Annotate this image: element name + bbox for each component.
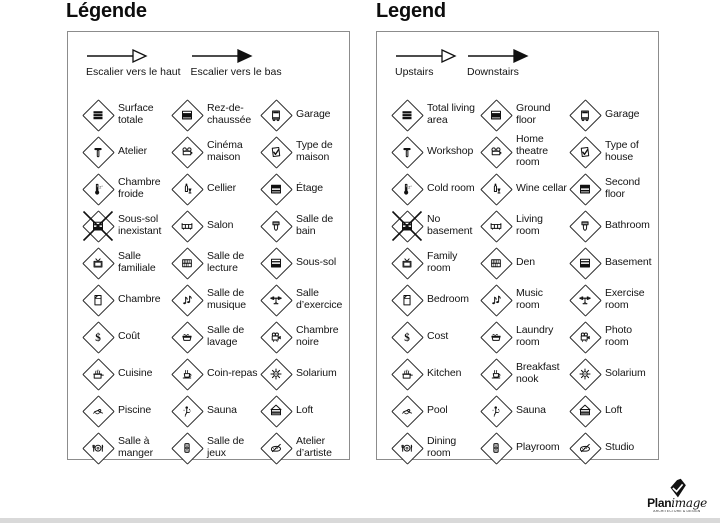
- legend-item: [569, 210, 658, 242]
- legend-row: [82, 281, 349, 318]
- barbell-icon: [569, 284, 601, 316]
- cooking-pot-icon: [391, 358, 423, 390]
- svg-text:2°: 2°: [99, 184, 103, 189]
- garage-icon: [260, 99, 292, 131]
- legend-item: [569, 136, 658, 168]
- legend-item: [82, 173, 171, 205]
- planimage-logo-tagline: ARCHITECTURE & DESIGN: [653, 510, 701, 514]
- legend-row: [82, 207, 349, 244]
- legend-item: [569, 99, 658, 131]
- page-title-english: Legend: [376, 0, 446, 22]
- tv-icon: [82, 247, 114, 279]
- legend-item: [480, 134, 569, 169]
- bed-icon: [391, 284, 423, 316]
- legend-item: [480, 99, 569, 131]
- legend-item-label: Loft: [605, 403, 623, 416]
- legend-item: [82, 99, 171, 131]
- legend-item: [171, 321, 260, 353]
- legend-row: [391, 133, 658, 170]
- legend-row: [391, 96, 658, 133]
- legend-item-label: Garage: [296, 107, 331, 120]
- legend-row: [82, 96, 349, 133]
- legend-item: [171, 136, 260, 168]
- legend-row: [391, 281, 658, 318]
- legend-row: [82, 133, 349, 170]
- stairs-down-arrow-icon: [467, 48, 529, 64]
- legend-item: [391, 432, 480, 464]
- camera-icon: [260, 321, 292, 353]
- bookshelf-icon: [480, 247, 512, 279]
- no-basement-icon: [82, 210, 114, 242]
- thermometer-icon: [82, 173, 114, 205]
- legend-item: [480, 358, 569, 390]
- legend-row: [82, 355, 349, 392]
- legend-item-label: Sous-sol: [296, 255, 337, 268]
- legend-item: [82, 432, 171, 464]
- dollar-icon: [82, 321, 114, 353]
- page-bottom-edge: [0, 518, 720, 523]
- legend-item-label: Coin-repas: [207, 366, 258, 379]
- legend-item: [171, 395, 260, 427]
- legend-item: [569, 173, 658, 205]
- legend-panel-french: [67, 31, 350, 460]
- legend-item: [569, 284, 658, 316]
- legend-item: [480, 395, 569, 427]
- legend-item: [82, 395, 171, 427]
- playroom-icon: [480, 432, 512, 464]
- basement-icon: [260, 247, 292, 279]
- legend-item-label: Basement: [605, 255, 652, 268]
- svg-text:2°: 2°: [408, 184, 412, 189]
- legend-item-label: Bathroom: [605, 218, 650, 231]
- logo-word-plan: Plan: [647, 496, 672, 510]
- wine-icon: [171, 173, 203, 205]
- legend-item-label: Cold room: [427, 181, 475, 194]
- legend-item: [480, 284, 569, 316]
- legend-row: [391, 170, 658, 207]
- stairs-key: [395, 48, 658, 94]
- legend-item: [391, 136, 480, 168]
- page-title-french: Légende: [66, 0, 147, 22]
- stairs-key: [86, 48, 349, 94]
- legend-item-label: Loft: [296, 403, 314, 416]
- projector-icon: [480, 136, 512, 168]
- legend-item-label: Salle familiale: [118, 249, 156, 274]
- legend-item-label: No basement: [427, 212, 473, 237]
- dollar-icon: [391, 321, 423, 353]
- stairs-up-arrow-icon: [395, 48, 457, 64]
- legend-item-label: Salle de bain: [296, 212, 334, 237]
- swimmer-icon: [82, 395, 114, 427]
- legend-item-label: Coût: [118, 329, 140, 342]
- legend-item-label: Chambre noire: [296, 323, 339, 348]
- legend-item: [82, 358, 171, 390]
- legend-item-label: Bedroom: [427, 292, 469, 305]
- legend-item: [391, 395, 480, 427]
- legend-item: [391, 210, 480, 242]
- legend-item: [82, 210, 171, 242]
- legend-item: [260, 247, 349, 279]
- coffee-cup-icon: [480, 358, 512, 390]
- no-basement-icon: [391, 210, 423, 242]
- planimage-logo: [640, 478, 714, 516]
- wine-icon: [480, 173, 512, 205]
- swimmer-icon: [391, 395, 423, 427]
- music-note-icon: [171, 284, 203, 316]
- music-note-icon: [480, 284, 512, 316]
- legend-item-label: Sous-sol inexistant: [118, 212, 162, 237]
- legend-item: [260, 395, 349, 427]
- legend-item: [480, 432, 569, 464]
- legend-item-label: Kitchen: [427, 366, 462, 379]
- barbell-icon: [260, 284, 292, 316]
- legend-item-label: Workshop: [427, 144, 474, 157]
- stairs-down-arrow-icon: [191, 48, 253, 64]
- legend-item-label: Chambre: [118, 292, 161, 305]
- legend-row: [82, 244, 349, 281]
- legend-item: [260, 358, 349, 390]
- bed-icon: [82, 284, 114, 316]
- sauna-icon: [480, 395, 512, 427]
- legend-item: [569, 358, 658, 390]
- legend-item: [260, 99, 349, 131]
- legend-item: [260, 136, 349, 168]
- legend-item: [260, 284, 349, 316]
- projector-icon: [171, 136, 203, 168]
- legend-item-label: Exercise room: [605, 286, 645, 311]
- second-floor-icon: [260, 173, 292, 205]
- stair-label: Downstairs: [467, 66, 519, 78]
- svg-text:$: $: [404, 331, 410, 344]
- legend-panel-english: [376, 31, 659, 460]
- legend-item-label: Music room: [516, 286, 543, 311]
- total-area-icon: [82, 99, 114, 131]
- legend-item-label: Sauna: [207, 403, 237, 416]
- legend-item: [82, 284, 171, 316]
- legend-item: [391, 284, 480, 316]
- legend-item-label: Étage: [296, 181, 323, 194]
- stairs-up-arrow-icon: [86, 48, 148, 64]
- legend-item-label: Cellier: [207, 181, 237, 194]
- legend-item-label: Salle de lavage: [207, 323, 245, 348]
- legend-row: [82, 318, 349, 355]
- legend-item-label: Second floor: [605, 175, 641, 200]
- legend-item: [480, 247, 569, 279]
- legend-item: [480, 210, 569, 242]
- bookshelf-icon: [171, 247, 203, 279]
- ground-floor-icon: [480, 99, 512, 131]
- legend-item: [480, 321, 569, 353]
- legend-item: [569, 432, 658, 464]
- legend-item: [171, 210, 260, 242]
- legend-row: [391, 244, 658, 281]
- legend-item: [391, 173, 480, 205]
- legend-item-label: Salle d’exercice: [296, 286, 343, 311]
- legend-item-label: Solarium: [296, 366, 337, 379]
- loft-icon: [569, 395, 601, 427]
- legend-item-label: Playroom: [516, 440, 560, 453]
- palette-icon: [260, 432, 292, 464]
- legend-item-label: Salle à manger: [118, 434, 154, 459]
- second-floor-icon: [569, 173, 601, 205]
- sun-icon: [260, 358, 292, 390]
- house-check-icon: [569, 136, 601, 168]
- stair-label: Escalier vers le bas: [190, 66, 282, 78]
- legend-item: [569, 247, 658, 279]
- legend-item: [569, 321, 658, 353]
- legend-item-label: Total living area: [427, 101, 475, 126]
- basement-icon: [569, 247, 601, 279]
- legend-item-label: Rez-de-chaussée: [207, 101, 252, 126]
- coffee-cup-icon: [171, 358, 203, 390]
- legend-item: [82, 136, 171, 168]
- legend-item-label: Chambre froide: [118, 175, 161, 200]
- legend-row: [391, 355, 658, 392]
- house-check-icon: [260, 136, 292, 168]
- legend-item-label: Atelier d’artiste: [296, 434, 332, 459]
- legend-item: [171, 247, 260, 279]
- legend-item-label: Solarium: [605, 366, 646, 379]
- camera-icon: [569, 321, 601, 353]
- legend-item: [82, 321, 171, 353]
- stairs-up-group: [395, 48, 457, 94]
- legend-item-label: Ground floor: [516, 101, 551, 126]
- legend-item-label: Atelier: [118, 144, 148, 157]
- legend-item-label: Sauna: [516, 403, 546, 416]
- cooking-pot-icon: [82, 358, 114, 390]
- sofa-icon: [480, 210, 512, 242]
- stairs-down-group: [191, 48, 282, 94]
- legend-item: [171, 432, 260, 464]
- thermometer-icon: [391, 173, 423, 205]
- playroom-icon: [171, 432, 203, 464]
- legend-row: [82, 392, 349, 429]
- legend-row: [82, 170, 349, 207]
- legend-item-label: Cinéma maison: [207, 138, 243, 163]
- cross-out-icon: [81, 209, 115, 243]
- cross-out-icon: [390, 209, 424, 243]
- legend-item: [82, 247, 171, 279]
- legend-item-label: Living room: [516, 212, 543, 237]
- legend-row: [391, 392, 658, 429]
- legend-item-label: Cost: [427, 329, 449, 342]
- legend-item: [391, 99, 480, 131]
- legend-item-label: Surface totale: [118, 101, 154, 126]
- legend-item-label: Family room: [427, 249, 458, 274]
- legend-item-label: Type de maison: [296, 138, 333, 163]
- legend-item-label: Salle de musique: [207, 286, 246, 311]
- legend-item-label: Cuisine: [118, 366, 153, 379]
- stair-label: Upstairs: [395, 66, 434, 78]
- legend-item-label: Photo room: [605, 323, 632, 348]
- toilet-icon: [260, 210, 292, 242]
- legend-item-label: Piscine: [118, 403, 152, 416]
- legend-item: [171, 284, 260, 316]
- legend-item: [260, 321, 349, 353]
- legend-item: [569, 395, 658, 427]
- laundry-icon: [480, 321, 512, 353]
- garage-icon: [569, 99, 601, 131]
- svg-text:$: $: [95, 331, 101, 344]
- legend-item: [391, 358, 480, 390]
- legend-item: [260, 432, 349, 464]
- legend-item-label: Salle de jeux: [207, 434, 245, 459]
- legend-item: [171, 358, 260, 390]
- legend-item-label: Salon: [207, 218, 234, 231]
- hammer-icon: [82, 136, 114, 168]
- legend-item: [391, 247, 480, 279]
- sun-icon: [569, 358, 601, 390]
- legend-item: [260, 173, 349, 205]
- legend-item: [391, 321, 480, 353]
- legend-item-label: Pool: [427, 403, 448, 416]
- dining-icon: [391, 432, 423, 464]
- legend-item: [260, 210, 349, 242]
- legend-row: [82, 429, 349, 466]
- legend-row: [391, 429, 658, 466]
- legend-item-label: Wine cellar: [516, 181, 567, 194]
- stairs-up-group: [86, 48, 181, 94]
- legend-item-label: Home theatre room: [516, 132, 548, 169]
- legend-item-label: Type of house: [605, 138, 639, 163]
- sauna-icon: [171, 395, 203, 427]
- sofa-icon: [171, 210, 203, 242]
- palette-icon: [569, 432, 601, 464]
- tv-icon: [391, 247, 423, 279]
- laundry-icon: [171, 321, 203, 353]
- legend-item-label: Garage: [605, 107, 640, 120]
- hammer-icon: [391, 136, 423, 168]
- stairs-down-group: [467, 48, 529, 94]
- logo-word-image: image: [671, 496, 707, 510]
- planimage-logo-text: [647, 497, 707, 509]
- ground-floor-icon: [171, 99, 203, 131]
- total-area-icon: [391, 99, 423, 131]
- legend-item-label: Den: [516, 255, 535, 268]
- legend-item-label: Dining room: [427, 434, 457, 459]
- legend-item: [171, 99, 260, 131]
- stair-label: Escalier vers le haut: [86, 66, 181, 78]
- dining-icon: [82, 432, 114, 464]
- loft-icon: [260, 395, 292, 427]
- legend-item: [171, 173, 260, 205]
- legend-row: [391, 207, 658, 244]
- toilet-icon: [569, 210, 601, 242]
- legend-item-label: Laundry room: [516, 323, 554, 348]
- legend-item: [480, 173, 569, 205]
- legend-item-label: Breakfast nook: [516, 360, 560, 385]
- legend-item-label: Studio: [605, 440, 635, 453]
- legend-row: [391, 318, 658, 355]
- legend-item-label: Salle de lecture: [207, 249, 245, 274]
